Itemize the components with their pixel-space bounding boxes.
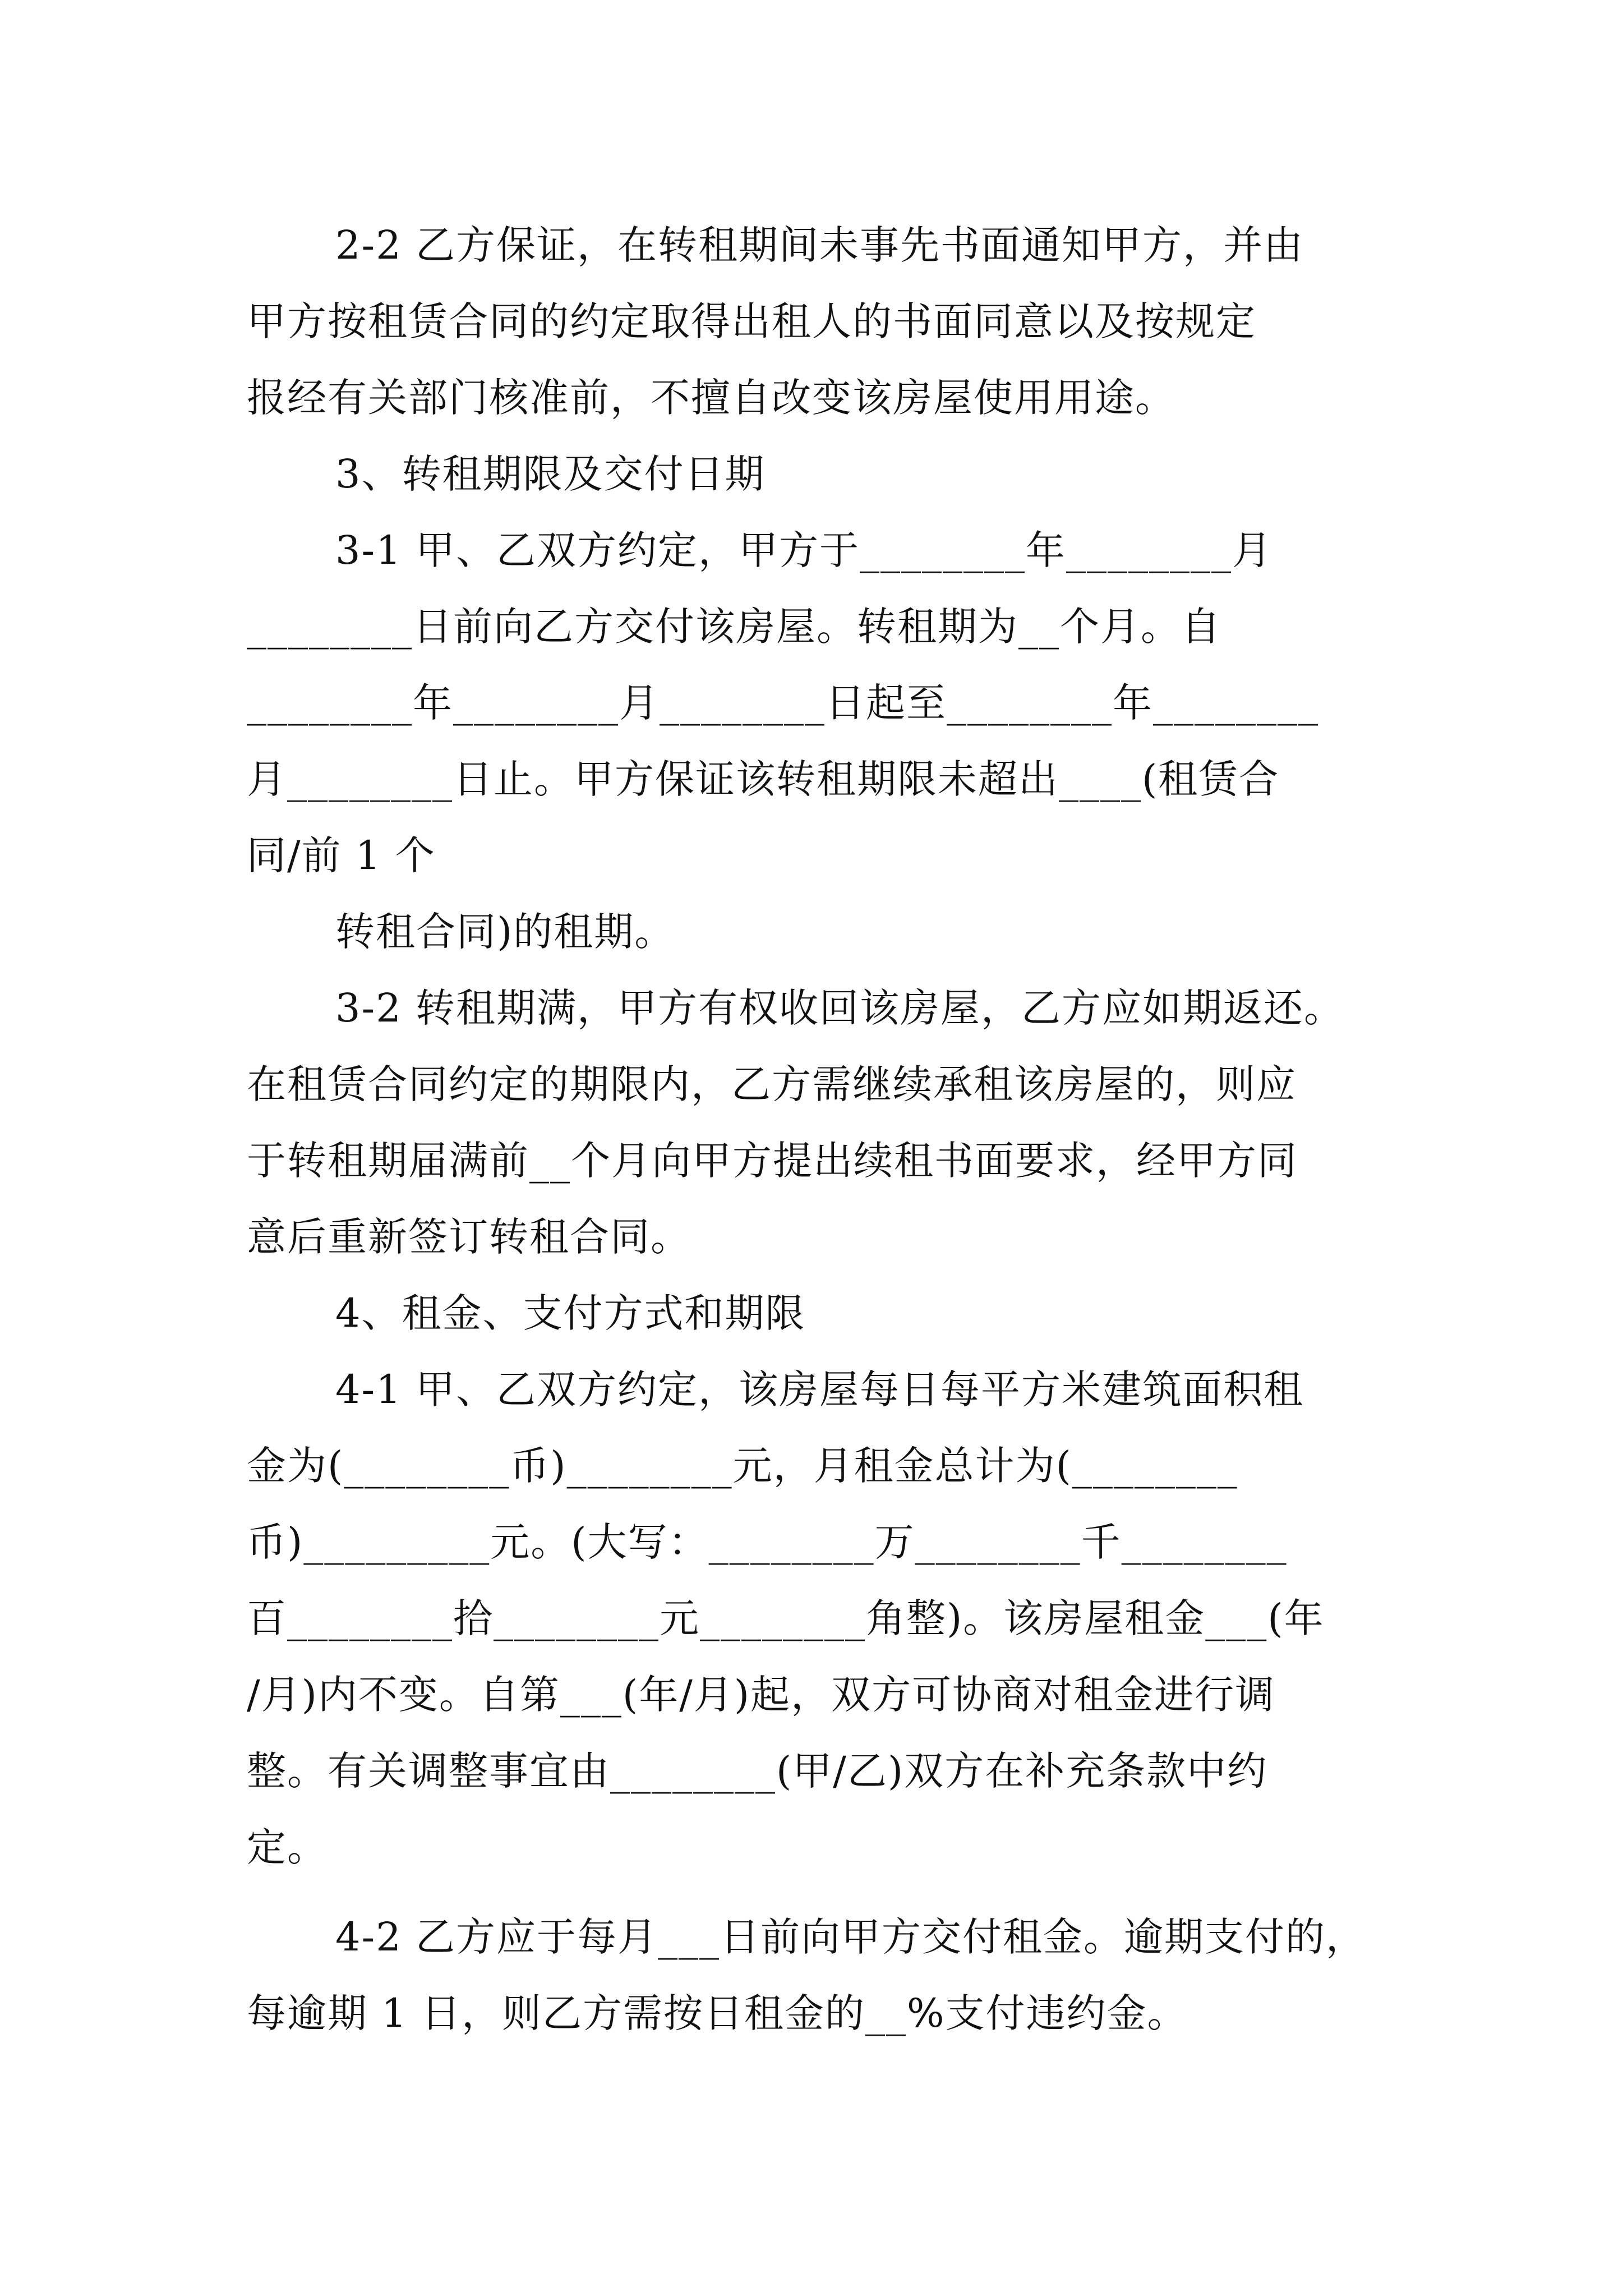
paragraph-4-1-line-7: 定。: [247, 1824, 328, 1870]
paragraph-3-1-line-4: 月________日止。甲方保证该转租期限未超出____(租赁合: [247, 756, 1280, 802]
paragraph-3-1-line-3: ________年________月________日起至________年________: [247, 680, 1319, 726]
paragraph-3-1-line-5: 同/前 1 个: [247, 832, 436, 878]
paragraph-4-2-line-2: 每逾期 1 日，则乙方需按日租金的__%支付违约金。: [247, 1990, 1188, 2036]
paragraph-4-1-line-2: 金为(________币)________元，月租金总计为(________: [247, 1443, 1238, 1489]
section-4-heading: 4、租金、支付方式和期限: [335, 1290, 806, 1336]
paragraph-4-2-line-1: 4-2 乙方应于每月___日前向甲方交付租金。逾期支付的，: [335, 1914, 1366, 1960]
paragraph-3-2-line-1: 3-2 转租期满，甲方有权收回该房屋，乙方应如期返还。: [335, 985, 1344, 1031]
paragraph-2-2-line-3: 报经有关部门核准前，不擅自改变该房屋使用用途。: [247, 375, 1175, 421]
paragraph-4-1-line-3: 币)_________元。(大写：________万________千________: [247, 1519, 1288, 1565]
section-3-heading: 3、转租期限及交付日期: [335, 451, 766, 497]
paragraph-3-2-line-4: 意后重新签订转租合同。: [247, 1214, 691, 1260]
paragraph-4-1-line-5: /月)内不变。自第___(年/月)起，双方可协商对租金进行调: [247, 1672, 1276, 1718]
paragraph-2-2-line-2: 甲方按租赁合同的约定取得出租人的书面同意以及按规定: [247, 298, 1256, 344]
paragraph-3-1-line-1: 3-1 甲、乙双方约定，甲方于________年________月: [335, 527, 1272, 573]
paragraph-3-2-line-3: 于转租期届满前__个月向甲方提出续租书面要求，经甲方同: [247, 1138, 1298, 1184]
paragraph-4-1-line-6: 整。有关调整事宜由________(甲/乙)双方在补充条款中约: [247, 1748, 1268, 1794]
paragraph-4-1-line-4: 百________拾________元________角整)。该房屋租金___(年: [247, 1595, 1325, 1641]
paragraph-3-1-line-2: ________日前向乙方交付该房屋。转租期为__个月。自: [247, 604, 1221, 650]
paragraph-2-2-line-1: 2-2 乙方保证，在转租期间未事先书面通知甲方，并由: [335, 222, 1304, 268]
paragraph-3-2-line-2: 在租赁合同约定的期限内，乙方需继续承租该房屋的，则应: [247, 1061, 1297, 1107]
paragraph-4-1-line-1: 4-1 甲、乙双方约定，该房屋每日每平方米建筑面积租: [335, 1366, 1304, 1412]
paragraph-3-1-line-6: 转租合同)的租期。: [335, 909, 675, 955]
